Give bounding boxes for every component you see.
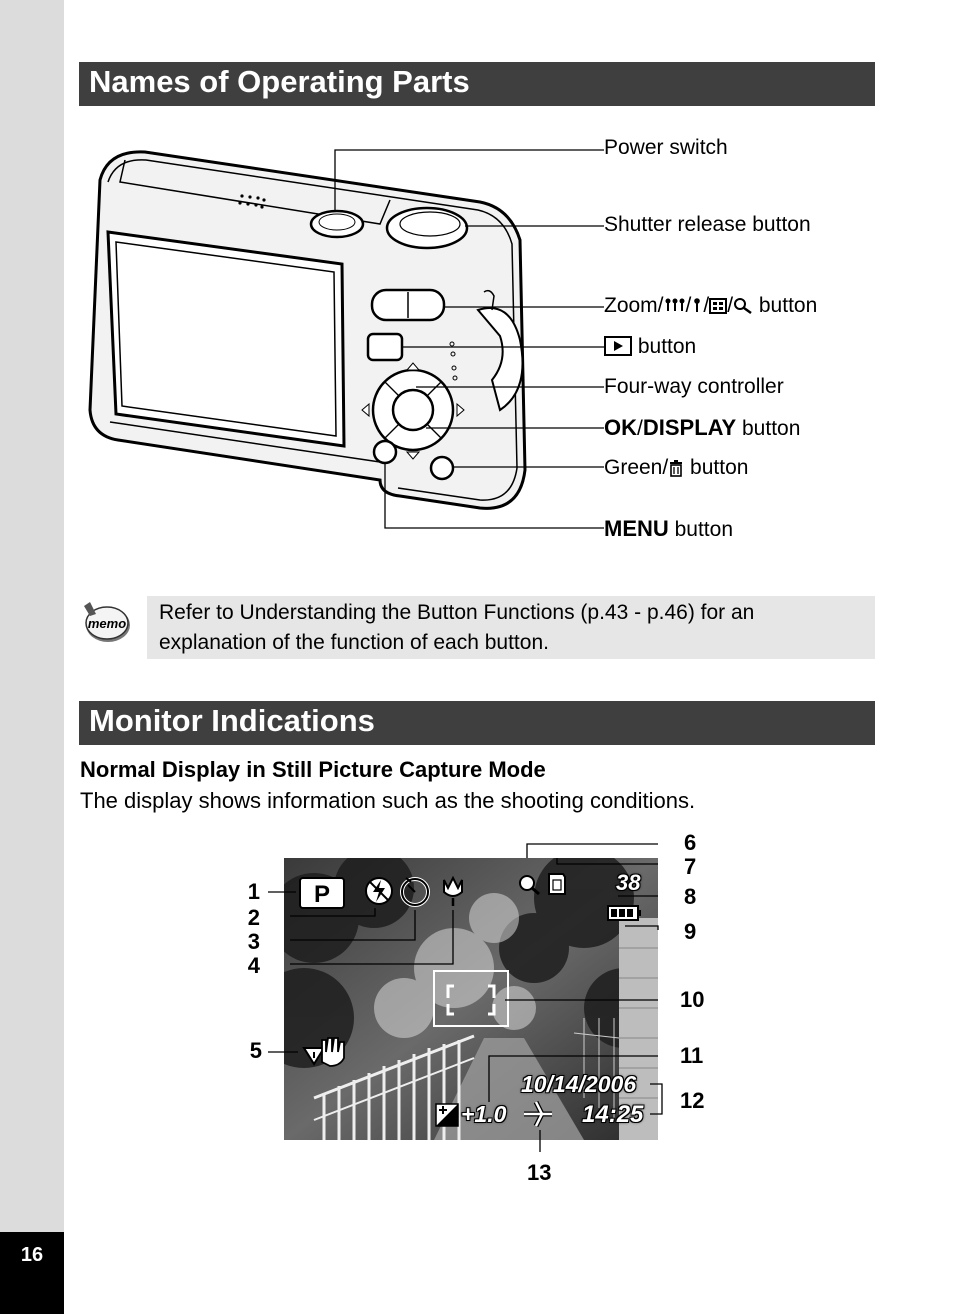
display-word: DISPLAY (642, 415, 737, 440)
section-title-monitor-indications: Monitor Indications (79, 701, 875, 745)
label-8: 8 (684, 884, 697, 909)
ok-word: OK (604, 415, 637, 440)
subheading: Normal Display in Still Picture Capture Mode (80, 757, 546, 782)
date-display: 10/14/2006 (521, 1071, 637, 1097)
label-2: 2 (247, 905, 260, 930)
camera-illustration (80, 140, 610, 540)
label-6: 6 (684, 830, 697, 855)
callout-four-way: Four-way controller (604, 375, 784, 398)
label-7: 7 (684, 854, 697, 879)
label-11: 11 (680, 1043, 704, 1068)
callout-power-switch: Power switch (604, 136, 728, 159)
callout-shutter-release: Shutter release button (604, 213, 811, 236)
label-1: 1 (247, 879, 260, 904)
playback-icon (604, 336, 632, 356)
ok-suffix: button (736, 417, 801, 440)
menu-word: MENU (604, 516, 669, 541)
label-12: 12 (680, 1088, 705, 1113)
green-suffix: button (684, 456, 749, 479)
side-strip (0, 0, 64, 1314)
zoom-suffix: button (753, 294, 818, 317)
label-3: 3 (247, 929, 260, 954)
zoom-prefix: Zoom/ (604, 294, 664, 317)
magnify-icon (733, 297, 753, 315)
memo-text: Refer to Understanding the Button Functions (p.43 - p.46) for an explanation of the function of each button. (159, 601, 755, 654)
label-10: 10 (680, 987, 705, 1012)
trash-icon (668, 459, 684, 477)
section-title-operating-parts: Names of Operating Parts (79, 62, 875, 106)
ev-value: +1.0 (461, 1101, 507, 1127)
label-4: 4 (247, 953, 260, 978)
memo-icon-text: memo (87, 616, 127, 631)
thumbnail-icon (709, 297, 727, 315)
tele-icon (691, 297, 703, 315)
page-number: 16 (20, 1244, 44, 1266)
callout-green-delete (604, 456, 748, 480)
label-13: 13 (527, 1160, 552, 1185)
callout-zoom: Zoom/ / / / button (604, 294, 818, 317)
memo-box (147, 596, 875, 659)
callout-ok-display: OK/DISPLAY button (604, 415, 801, 440)
wide-icon (664, 297, 686, 315)
memo-icon (80, 600, 132, 646)
green-prefix: Green/ (604, 456, 669, 479)
shots-remaining: 38 (616, 870, 641, 895)
label-5: 5 (249, 1038, 262, 1063)
playback-suffix: button (632, 335, 697, 358)
menu-suffix: button (668, 518, 734, 541)
label-9: 9 (684, 919, 697, 944)
callout-playback (604, 335, 696, 359)
callout-menu (604, 517, 733, 542)
time-display: 14:25 (582, 1101, 644, 1128)
mode-letter: P (313, 881, 331, 908)
monitor-leaders (240, 830, 690, 1170)
description: The display shows information such as the shooting conditions. (80, 788, 696, 813)
